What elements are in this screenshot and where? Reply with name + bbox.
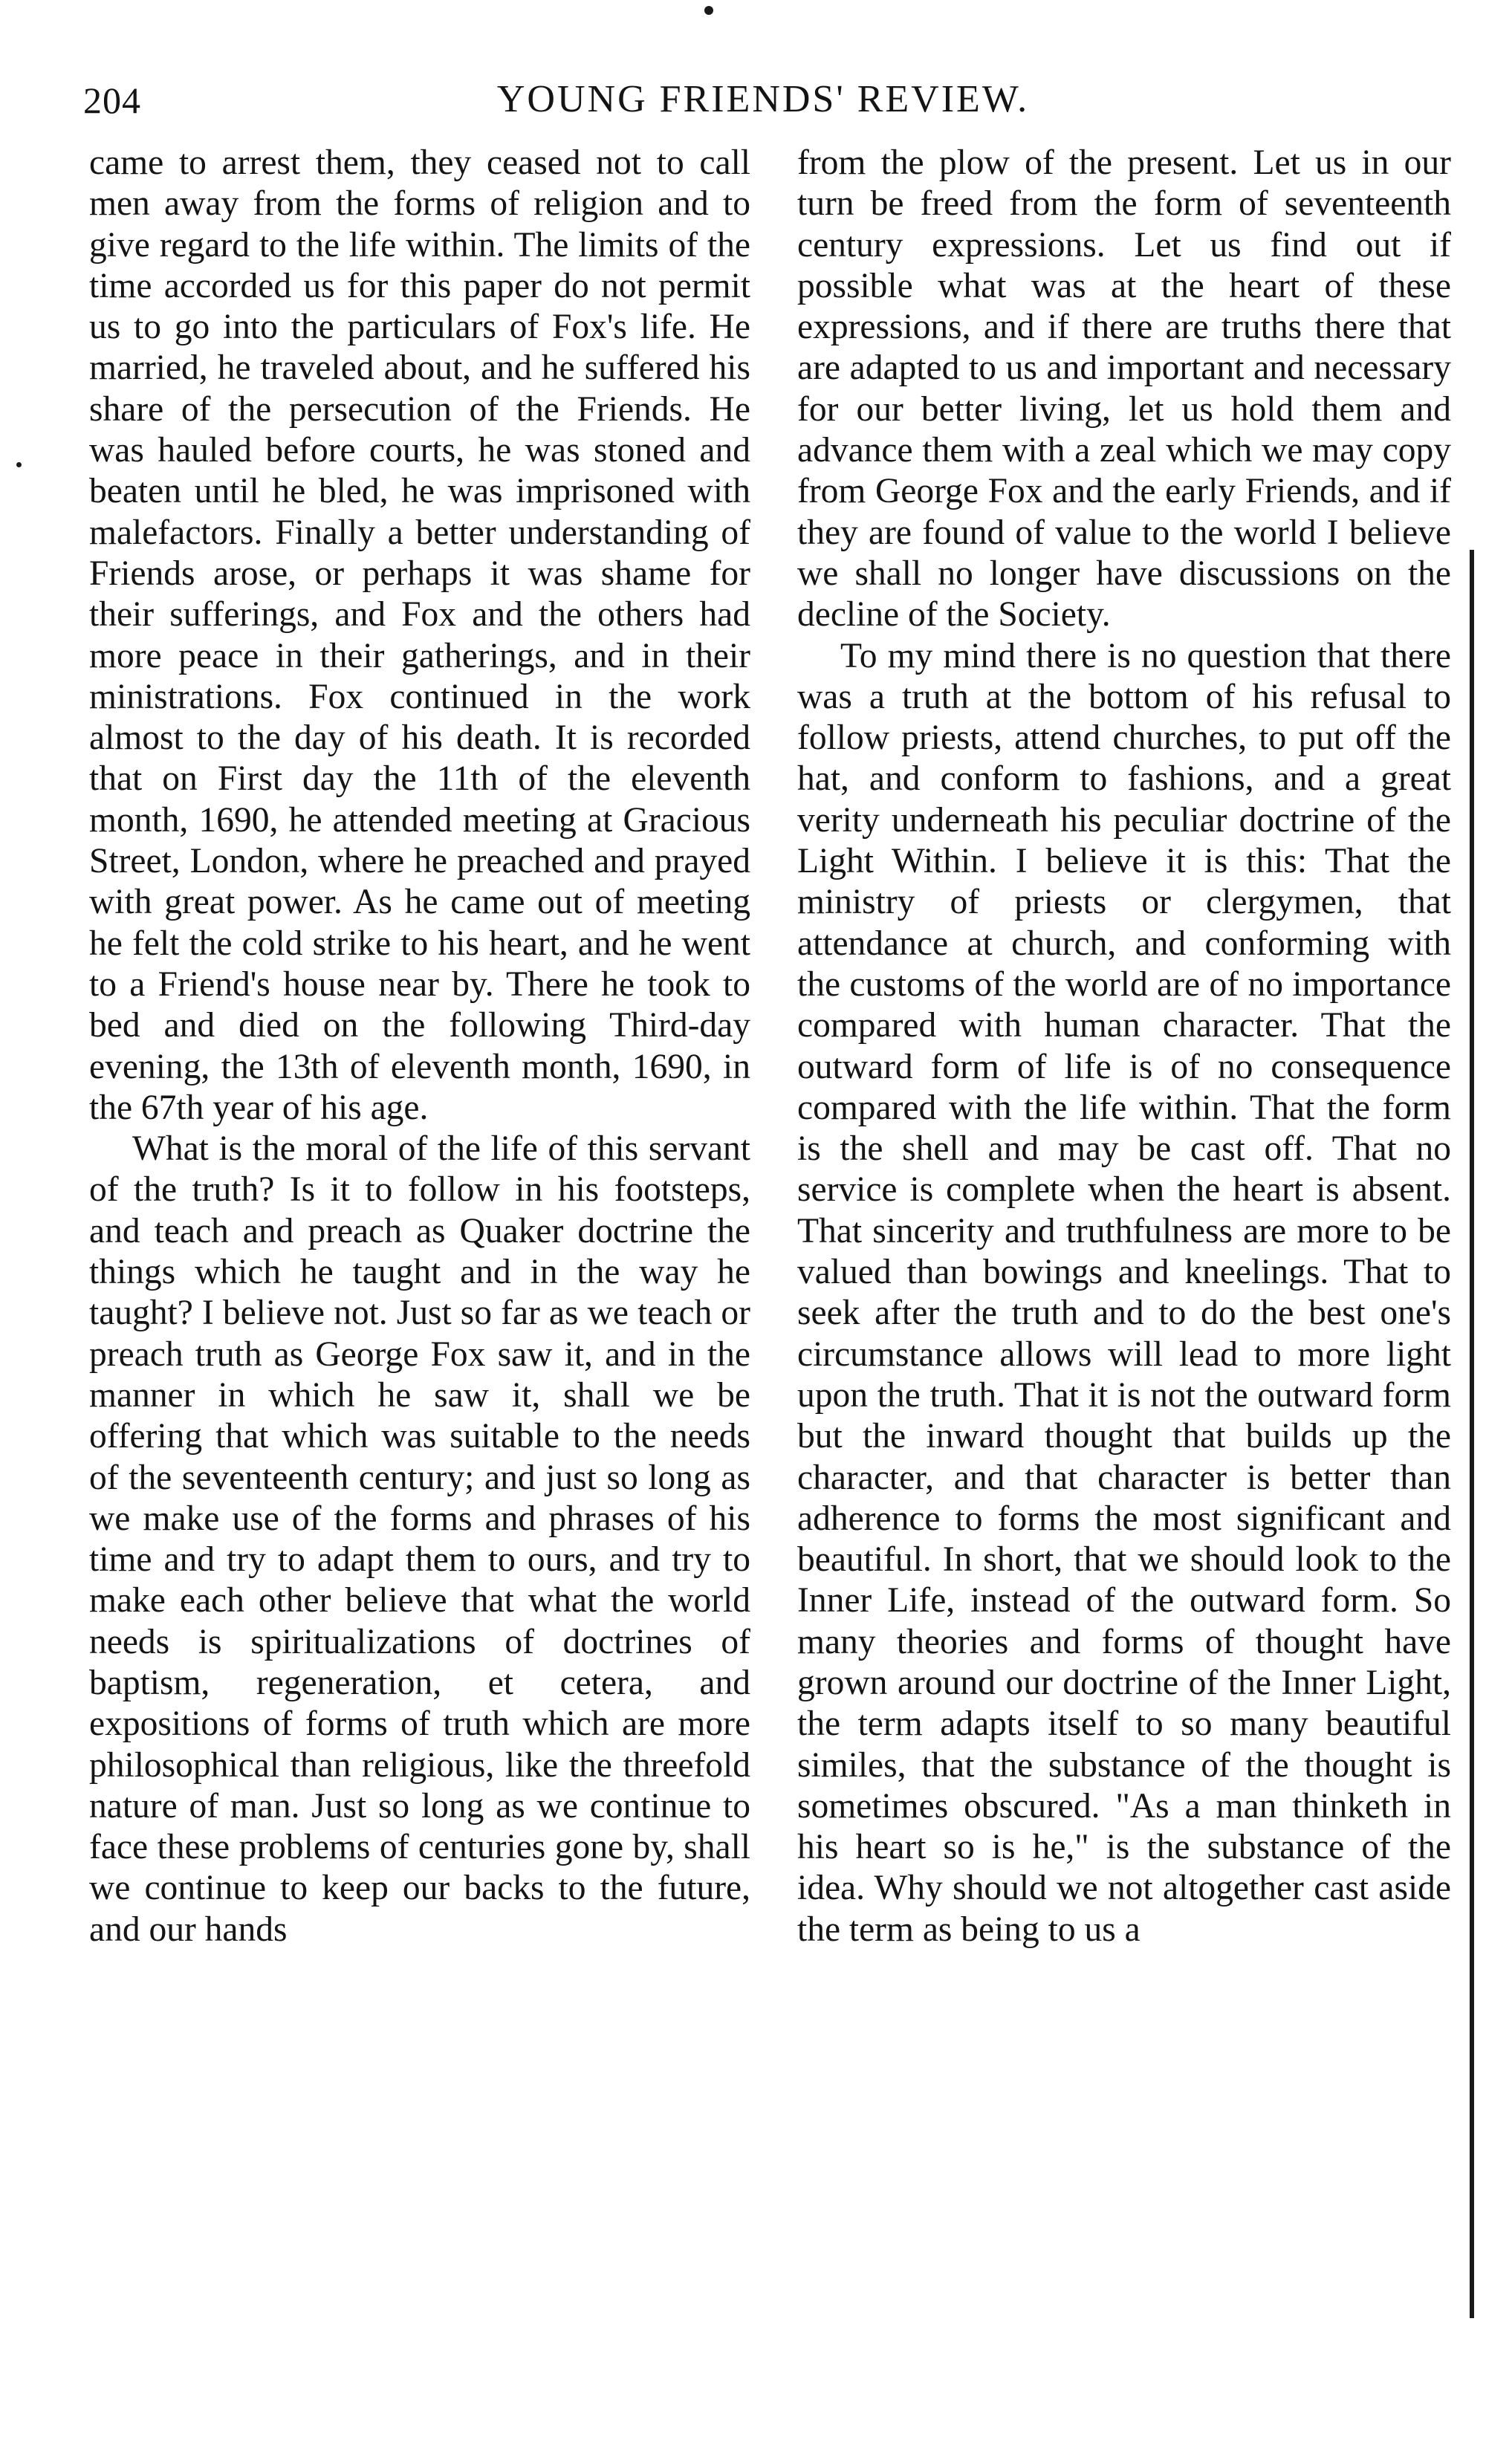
paragraph: What is the moral of the life of this servant of the truth? Is it to follow in his footsteps, and teach and preach as Quaker doctrine the things which he taught and in the way he taught? I believe not. Just so far as we teach or preach truth as George Fox saw it, and in the manner in which he saw it, shall we be offering that which was suitable to the needs of the seventeenth century; and just so long as we make use of the forms and phrases of his time and try to adapt them to ours, and try to make each other believe that what the world needs is spiritualizations of doctrines of baptism, regeneration, et cetera, and expositions of forms of truth which are more philosophical than religious, like the threefold nature of man. Just so long as we continue to face these problems of centuries gone by, shall we continue to keep our backs to the future, and our hands [89,1129,750,1949]
paragraph: came to arrest them, they ceased not to call men away from the forms of religion and to give regard to the life within. The limits of the time accorded us for this paper do not permit us to go into the particulars of Fox's life. He married, he traveled about, and he suffered his share of the persecution of the Friends. He was hauled before courts, he was stoned and beaten until he bled, he was imprisoned with malefactors. Finally a better understanding of Friends arose, or perhaps it was shame for their sufferings, and Fox and the others had more peace in their gatherings, and in their ministrations. Fox continued in the work almost to the day of his death. It is recorded that on First day the 11th of the eleventh month, 1690, he attended meeting at Gracious Street, London, where he preached and prayed with great power. As he came out of meeting he felt the cold strike to his heart, and he went to a Friend's house near by. There he took to bed and died on the following Third-day evening, the 13th of eleventh month, 1690, in the 67th year of his age. [89,143,750,1127]
ink-speck [704,6,713,15]
margin-rule [1470,550,1474,2318]
paragraph: To my mind there is no question that there was a truth at the bottom of his refusal to follow priests, attend churches, to put off the hat, and conform to fashions, and a great verity underneath his peculiar doctrine of the Light Within. I believe it is this: That the ministry of priests or clergymen, that attendance at church, and conforming with the customs of the world are of no importance compared with human character. That the outward form of life is of no consequence compared with the life within. That the form is the shell and may be cast off. That no service is complete when the heart is absent. That sincerity and truthfulness are more to be valued than bowings and kneelings. That to seek after the truth and to do the best one's circumstance allows will lead to more light upon the truth. That it is not the outward form but the inward thought that builds up the character, and that character is better than adherence to forms the most significant and beautiful. In short, that we should look to the Inner Life, instead of the outward form. So many theories and forms of thought have grown around our doctrine of the Inner Light, the term adapts itself to so many beautiful similes, that the substance of the thought is sometimes obscured. "As a man thinketh in his heart so is he," is the substance of the idea. Why should we not altogether cast aside the term as being to us a [797,636,1451,1949]
page-number: 204 [83,80,141,121]
paragraph: from the plow of the present. Let us in our turn be freed from the form of seventeenth century expressions. Let us find out if possible what was at the heart of these expressions, and if there are truths there that are adapted to us and important and necessary for our better living, let us hold them and advance them with a zeal which we may copy from George Fox and the early Friends, and if they are found of value to the world I believe we shall no longer have discussions on the decline of the Society. [797,143,1451,635]
right-column [797,143,1451,1950]
page-header [83,74,1443,134]
ink-speck [16,462,22,467]
left-column [89,143,750,1950]
running-title: YOUNG FRIENDS' REVIEW. [496,78,1030,120]
